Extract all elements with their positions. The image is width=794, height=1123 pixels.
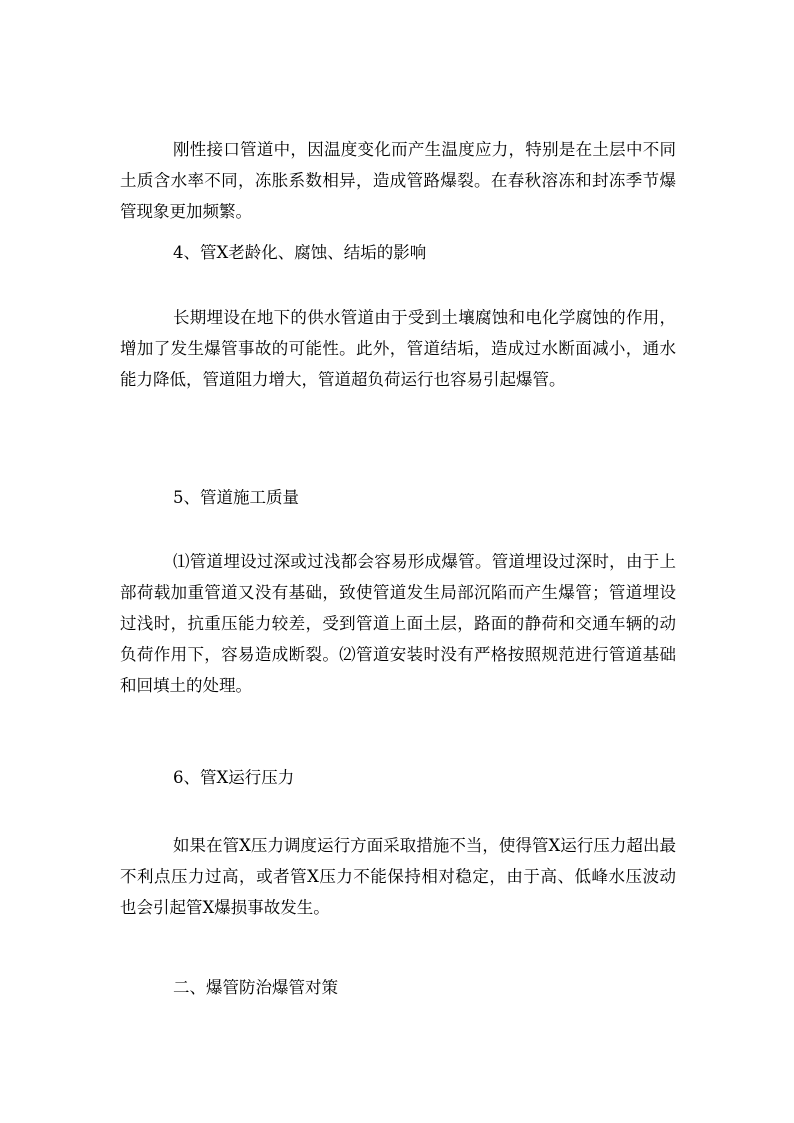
- heading-construction-quality: 5、管道施工质量: [173, 488, 299, 507]
- heading-operating-pressure: 6、管X运行压力: [173, 768, 295, 787]
- paragraph-temperature-stress: 刚性接口管道中，因温度变化而产生温度应力，特别是在土层中不同土质含水率不同，冻胀系数相异，造成管路爆裂。在春秋溶冻和封冻季节爆管现象更加频繁。: [120, 140, 676, 221]
- paragraph-corrosion: 长期埋设在地下的供水管道由于受到土壤腐蚀和电化学腐蚀的作用，增加了发生爆管事故的可能性。此外，管道结垢，造成过水断面减小，通水能力降低，管道阻力增大，管道超负荷运行也容易引起爆管。: [120, 308, 676, 389]
- paragraph-pressure-dispatch: 如果在管X压力调度运行方面采取措施不当，使得管X运行压力超出最不利点压力过高，或者管X压力不能保持相对稳定，由于高、低峰水压波动也会引起管X爆损事故发生。: [120, 836, 676, 917]
- heading-pipe-aging: 4、管X老龄化、腐蚀、结垢的影响: [173, 243, 427, 262]
- paragraph-burial-depth: ⑴管道埋设过深或过浅都会容易形成爆管。管道埋设过深时，由于上部荷载加重管道又没有基础，致使管道发生局部沉陷而产生爆管；管道埋设过浅时，抗重压能力较差，受到管道上面土层，路面的静荷和交通车辆的动负荷作用下，容易造成断裂。⑵管道安装时没有严格按照规范进行管道基础和回填土的处理。: [120, 552, 676, 695]
- heading-countermeasures: 二、爆管防治爆管对策: [173, 978, 338, 997]
